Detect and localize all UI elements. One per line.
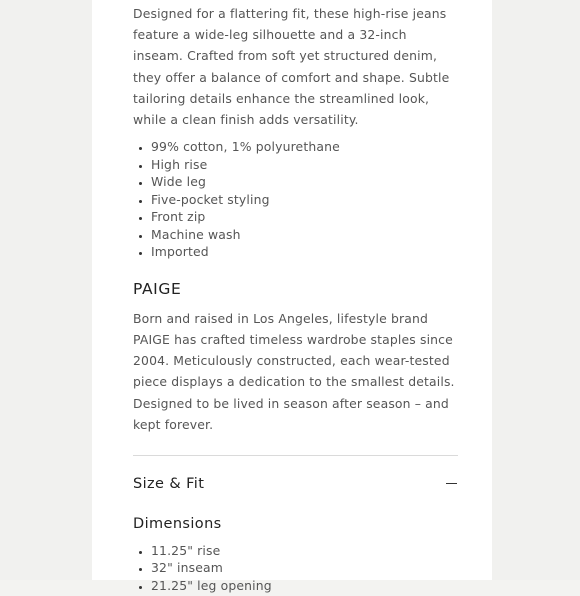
product-details-content [133, 3, 458, 594]
list-item: • 11.25" rise [151, 542, 458, 560]
brand-title: PAIGE [133, 279, 182, 298]
list-item: • Machine wash [151, 226, 458, 244]
brand-description: Born and raised in Los Angeles, lifestyle brand PAIGE has crafted timeless wardrobe staples since 2004. Meticulously constructed, each wear-tested piece displays a dedication to the smallest details. Designed to be lived in season after season – and kept forever. [133, 310, 455, 432]
section-divider [133, 455, 458, 456]
size-fit-accordion-toggle[interactable] [133, 472, 458, 496]
list-item: • High rise [151, 156, 458, 174]
list-item: • 99% cotton, 1% polyurethane [151, 138, 458, 156]
size-fit-title: Size & Fit [133, 475, 205, 492]
dimensions-list [133, 542, 458, 595]
list-item: • Wide leg [151, 173, 458, 191]
product-description: Designed for a flattering fit, these high-rise jeans feature a wide-leg silhouette and a 32-inch inseam. Crafted from soft yet structured denim, they offer a balance of comfort and shape. Subtle tailoring details enhance the streamlined look, while a clean finish adds versatility. [133, 6, 450, 128]
minus-icon[interactable] [446, 483, 457, 484]
list-item: • Front zip [151, 208, 458, 226]
dimensions-title: Dimensions [133, 515, 222, 532]
list-item: • Imported [151, 243, 458, 261]
list-item: • 32" inseam [151, 559, 458, 577]
list-item: • Five-pocket styling [151, 191, 458, 209]
left-margin [0, 0, 92, 580]
list-item: • 21.25" leg opening [151, 577, 458, 595]
feature-list [133, 138, 458, 261]
right-margin [492, 0, 580, 580]
product-details-panel [92, 0, 492, 593]
